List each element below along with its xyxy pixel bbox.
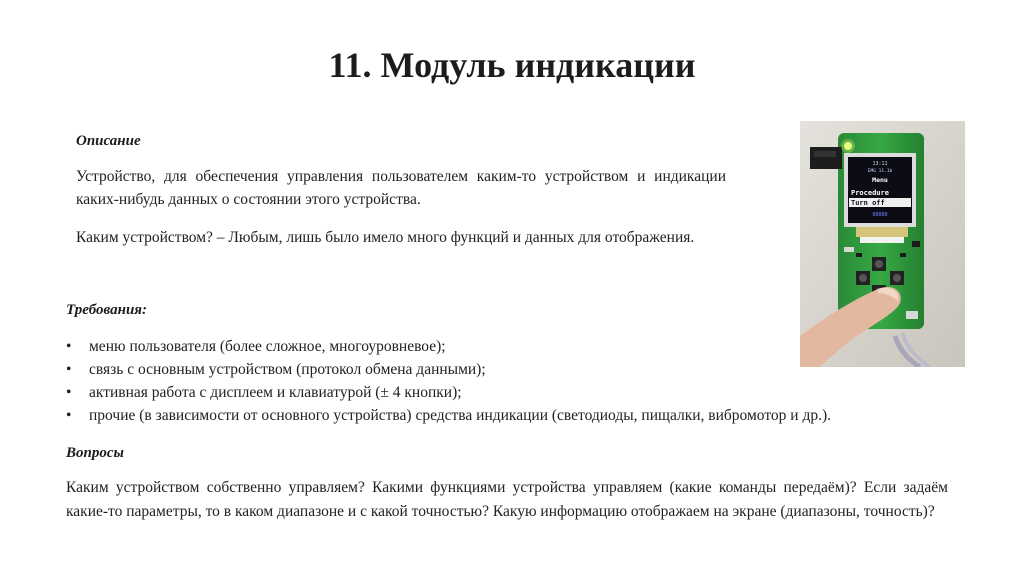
description-paragraph-2: Каким устройством? – Любым, лишь было имело много функций и данных для отображения.: [76, 229, 695, 246]
list-item-text: меню пользователя (более сложное, многоуровневое);: [89, 338, 446, 355]
screen-menu-title: Menu: [872, 176, 888, 184]
bullet-icon: •: [66, 338, 72, 355]
device-photo: [800, 121, 965, 367]
screen-menu-item-turnoff: Turn off: [851, 199, 885, 207]
questions-heading: Вопросы: [66, 445, 124, 461]
list-item-text: активная работа с дисплеем и клавиатурой (± 4 кнопки);: [89, 384, 462, 401]
screen-footer: 88888: [872, 212, 888, 218]
description-section: [76, 133, 726, 249]
slide-title: 11. Модуль индикации: [328, 45, 696, 85]
screen-time: 13:11: [872, 161, 888, 167]
bullet-icon: •: [66, 407, 72, 424]
questions-paragraph: Каким устройством собственно управляем? Какими функциями устройства управляем (какие команды передаём)? Если задаём какие-то параметры, то в каком диапазоне и с какой точностью? Какую информацию отображаем на экране (диапазоны, точность)?: [66, 479, 948, 520]
list-item-text: связь с основным устройством (протокол обмена данными);: [89, 361, 486, 378]
description-paragraph-1: Устройство, для обеспечения управления пользователем каким-то устройством и индикации каких-нибудь данных о состоянии этого устройства.: [76, 168, 726, 208]
device-illustration: [800, 121, 965, 367]
description-heading: Описание: [76, 133, 141, 149]
bullet-icon: •: [66, 384, 72, 401]
screen-menu-item-procedure: Procedure: [851, 189, 889, 197]
list-item: [66, 381, 966, 404]
list-item-text: прочие (в зависимости от основного устройства) средства индикации (светодиоды, пищалки, вибромотор и др.).: [89, 407, 831, 424]
list-item: [66, 404, 966, 427]
requirements-heading: Требования:: [66, 302, 148, 318]
questions-section: [66, 445, 948, 524]
screen-info: EMG 11.1b: [867, 169, 893, 174]
bullet-icon: •: [66, 361, 72, 378]
